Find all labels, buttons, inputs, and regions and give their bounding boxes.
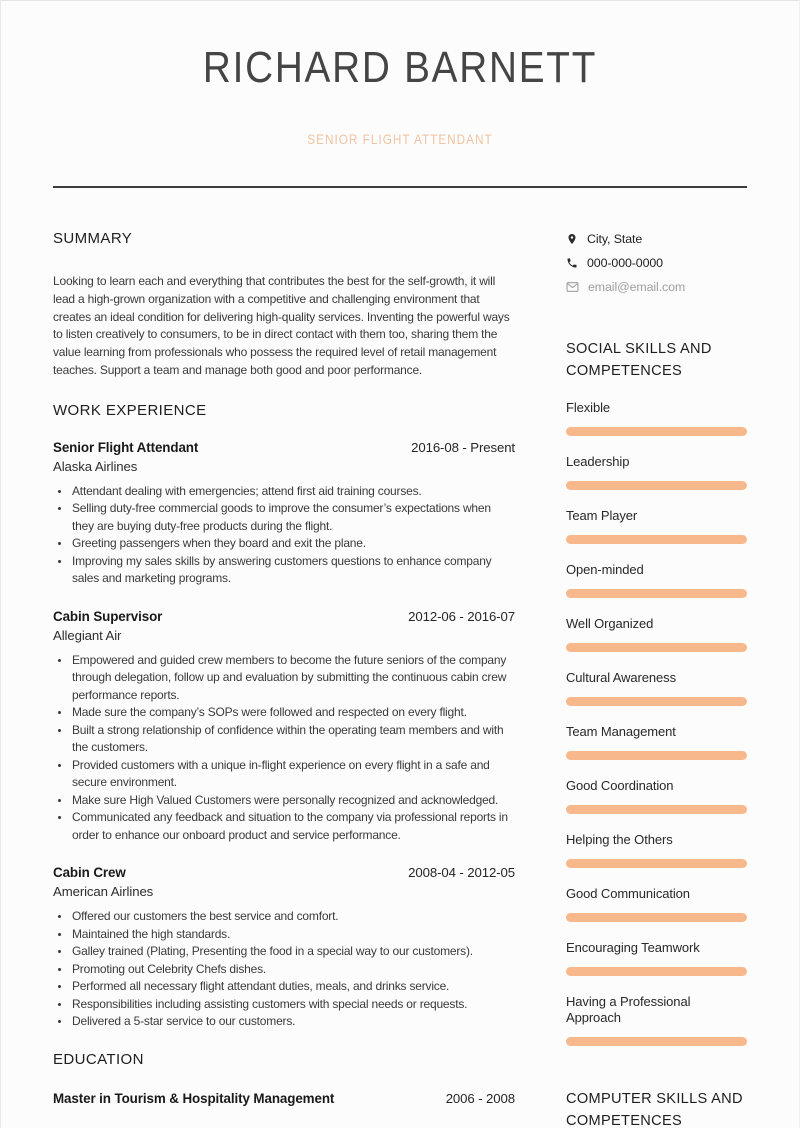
skill-level-fill	[566, 535, 747, 544]
job-bullet-list	[53, 652, 515, 845]
skill-label: Flexible	[566, 400, 610, 415]
skill-level-bar	[566, 913, 747, 922]
job-bullet: • Make sure High Valued Customers were personally recognized and acknowledged.	[71, 792, 515, 810]
job-bullet: • Improving my sales skills by answering customers questions to enhance company sales and marketing programs.	[71, 553, 515, 588]
skill-label: Helping the Others	[566, 832, 673, 847]
job-bullet: • Made sure the company’s SOPs were followed and respected on every flight.	[71, 704, 515, 722]
skill-level-fill	[566, 859, 747, 868]
contact-location-text: City, State	[587, 232, 643, 246]
job-title: Cabin Supervisor	[53, 608, 163, 624]
job-bullet: • Responsibilities including assisting customers with special needs or requests.	[71, 996, 515, 1014]
skill-level-bar	[566, 481, 747, 490]
degree-title: Master in Tourism & Hospitality Management	[53, 1090, 335, 1106]
job-bullet: • Communicated any feedback and situation to the company via professional reports in order to enhance our onboard product and service performance.	[71, 809, 515, 844]
job-dates: 2012-06 - 2016-07	[408, 608, 515, 624]
job-bullet: • Offered our customers the best service and comfort.	[71, 908, 515, 926]
social-skills-heading: SOCIAL SKILLS AND COMPETENCES	[566, 341, 712, 379]
job-bullet: • Selling duty-free commercial goods to improve the consumer’s expectations when they are buying duty-free products during the flight.	[71, 500, 515, 535]
job-title: Senior Flight Attendant	[53, 439, 199, 455]
skill-level-fill	[566, 697, 747, 706]
job-bullet: • Performed all necessary flight attendant duties, meals, and drinks service.	[71, 978, 515, 996]
skill-item	[566, 508, 747, 544]
skill-level-bar	[566, 751, 747, 760]
skill-level-bar	[566, 859, 747, 868]
summary-section	[53, 231, 515, 380]
skill-label: Encouraging Teamwork	[566, 940, 700, 955]
skill-item	[566, 454, 747, 490]
job-title: Cabin Crew	[53, 865, 126, 881]
skill-label: Good Coordination	[566, 778, 674, 793]
skill-label: Good Communication	[566, 886, 690, 901]
skill-level-fill	[566, 1037, 747, 1046]
person-name: RICHARD BARNETT	[202, 43, 598, 92]
skill-item	[566, 886, 747, 922]
skill-label: Team Management	[566, 724, 676, 739]
skill-level-bar	[566, 589, 747, 598]
job-entry	[53, 608, 515, 845]
job-header	[53, 864, 515, 881]
job-bullet: • Delivered a 5-star service to our customers.	[71, 1013, 515, 1031]
contact-location-row	[566, 231, 747, 247]
skill-item	[566, 562, 747, 598]
main-column	[53, 231, 515, 1128]
work-experience-section	[53, 403, 515, 1031]
job-bullet: • Galley trained (Plating, Presenting the food in a special way to our customers).	[71, 943, 515, 961]
skill-level-bar	[566, 427, 747, 436]
skill-item	[566, 940, 747, 976]
education-section	[53, 1052, 515, 1107]
skill-level-bar	[566, 967, 747, 976]
computer-skills-heading: COMPUTER SKILLS AND COMPETENCES	[566, 1091, 743, 1128]
work-experience-heading: WORK EXPERIENCE	[53, 401, 207, 419]
education-entry	[53, 1090, 515, 1107]
phone-icon	[566, 257, 578, 269]
summary-text: Looking to learn each and everything that contributes the best for the self-growth, it will lead a high-grown organization with a competitive and challenging environment that creates an ideal condition for delivering high-quality services. Inventing the powerful ways to listen creatively to consumers, to be in direct contact with them too, sharing them the value learning from professionals who possess the required level of retail management teaches. Support a team and manage both good and poor performance.	[53, 274, 510, 377]
social-skills-list	[566, 400, 747, 1046]
contact-block	[566, 231, 747, 295]
job-bullet: • Maintained the high standards.	[71, 926, 515, 944]
skill-level-fill	[566, 805, 747, 814]
job-bullet-list	[53, 483, 515, 588]
job-dates: 2008-04 - 2012-05	[408, 865, 515, 881]
sidebar-column	[566, 231, 747, 1128]
skill-level-fill	[566, 751, 747, 760]
skill-label: Having a Professional Approach	[566, 994, 691, 1025]
contact-email-row	[566, 279, 747, 295]
skill-level-bar	[566, 1037, 747, 1046]
skill-label: Team Player	[566, 508, 638, 523]
skill-level-fill	[566, 481, 747, 490]
degree-dates: 2006 - 2008	[445, 1090, 515, 1106]
skill-item	[566, 724, 747, 760]
skill-level-bar	[566, 805, 747, 814]
job-entry	[53, 864, 515, 1031]
job-company: Allegiant Air	[53, 627, 122, 643]
contact-phone-text: 000-000-0000	[587, 256, 663, 270]
job-title-heading: SENIOR FLIGHT ATTENDANT	[307, 131, 493, 147]
content-area	[53, 188, 747, 1128]
skill-level-bar	[566, 697, 747, 706]
education-entry-header	[53, 1090, 515, 1107]
skill-label: Leadership	[566, 454, 630, 469]
job-bullet: • Built a strong relationship of confidence within the operating team members and with the customers.	[71, 722, 515, 757]
skill-item	[566, 400, 747, 436]
summary-heading: SUMMARY	[53, 230, 133, 247]
job-dates: 2016-08 - Present	[411, 439, 515, 455]
skill-item	[566, 778, 747, 814]
job-bullet: • Promoting out Celebrity Chefs dishes.	[71, 961, 515, 979]
job-bullet: • Greeting passengers when they board and exit the plane.	[71, 535, 515, 553]
skill-item	[566, 616, 747, 652]
education-heading: EDUCATION	[53, 1050, 144, 1068]
job-bullet: • Provided customers with a unique in-flight experience on every flight in a safe and secure environment.	[71, 757, 515, 792]
skill-level-bar	[566, 643, 747, 652]
skill-item	[566, 994, 747, 1046]
contact-phone-row	[566, 255, 747, 271]
skill-level-fill	[566, 643, 747, 652]
skill-item	[566, 832, 747, 868]
skill-level-bar	[566, 535, 747, 544]
job-bullet-list	[53, 908, 515, 1031]
skill-level-fill	[566, 427, 747, 436]
skill-level-fill	[566, 913, 747, 922]
location-pin-icon	[566, 233, 578, 245]
skill-label: Cultural Awareness	[566, 670, 676, 685]
job-company: American Airlines	[53, 884, 154, 900]
job-bullet: • Empowered and guided crew members to become the future seniors of the company through delegation, follow up and evaluation by submitting the continuous cabin crew performance reports.	[71, 652, 515, 705]
job-header	[53, 439, 515, 456]
skill-level-fill	[566, 967, 747, 976]
skill-label: Open-minded	[566, 562, 644, 577]
job-company: Alaska Airlines	[53, 458, 138, 474]
skill-label: Well Organized	[566, 616, 654, 631]
job-entry	[53, 439, 515, 588]
contact-email-text: email@email.com	[588, 280, 686, 294]
envelope-icon	[566, 281, 579, 293]
job-header	[53, 608, 515, 625]
job-bullet: • Attendant dealing with emergencies; attend first aid training courses.	[71, 483, 515, 501]
skill-item	[566, 670, 747, 706]
skill-level-fill	[566, 589, 747, 598]
